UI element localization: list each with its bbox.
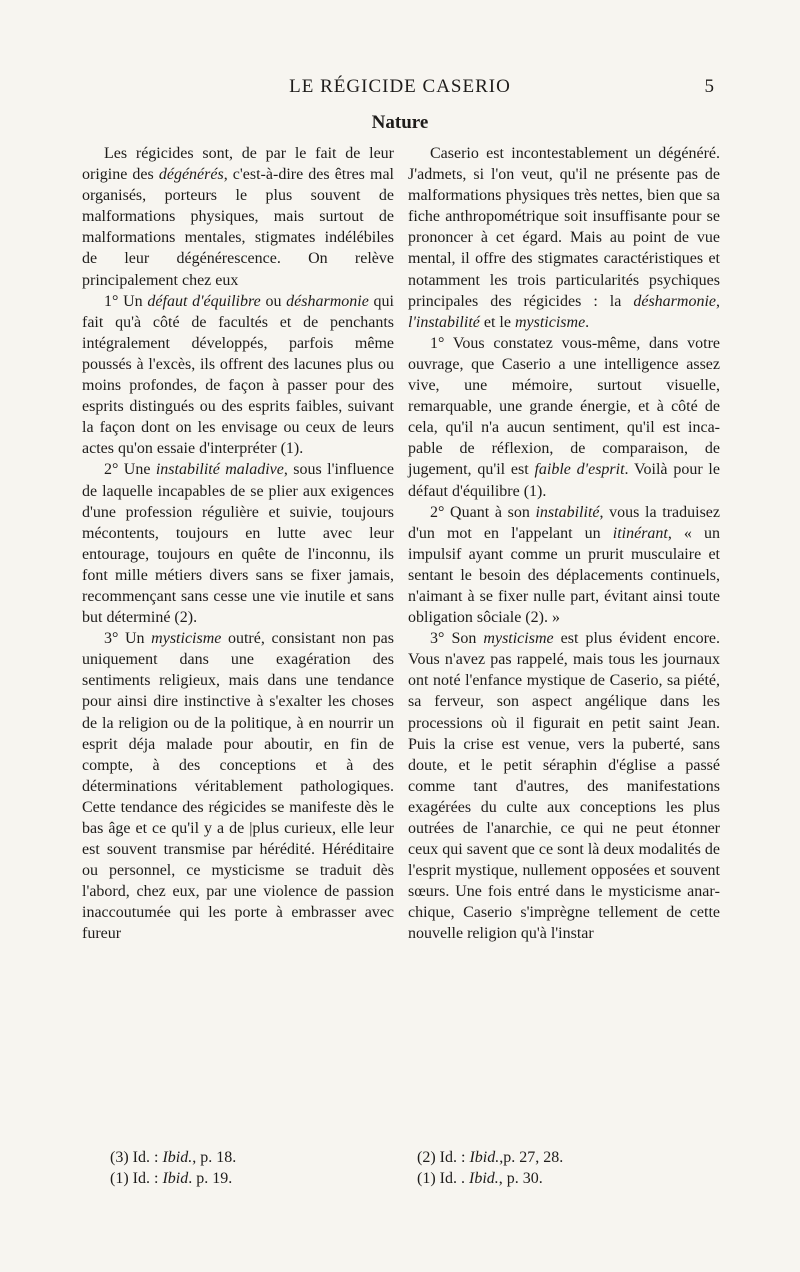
- page-number: 5: [704, 76, 714, 97]
- paragraph-instabilite: 2° Une instabilité maladive, sous l'influence de laquelle incapables de se plier aux exigences d'une profession régulière et suivie, toujours mécontents, toujours en lutte avec leur entourage, toujours en quête de l'inconnu, ils font mille métiers divers sans se fixer jamais, recommençant sans cesse une vie inutile et sans but déterminé (2).: [82, 461, 394, 627]
- paragraph-defaut-equilibre: 1° Un défaut d'équilibre ou désharmonie qui fait qu'à côté de facultés et de penchants intégralement développés, parfois même poussés à l'excès, ils offrent des lacunes plus ou moins profondes, de façon à passer pour des esprits distingués ou des esprits faibles, suivant la façon dont on les envisage ou ceux de leurs actes qu'on essaie d'interpréter (1).: [82, 292, 394, 458]
- paragraph-caserio-instabilite: 2° Quant à son instabilité, vous la traduisez d'un mot en l'appelant un itinérant, « un impulsif ayant comme un prurit musculaire et sentant le besoin des déplacements continuels, n'aimant à se fixer nulle part, évitant ainsi toute obligation sôciale (2). »: [408, 503, 720, 627]
- paragraph-caserio-equilibre: 1° Vous constatez vous-même, dans votre ouvrage, que Caserio a une intelligence assez vive, une mémoire, surtout visuelle, remarquable, une grande énergie, et à côté de cela, qu'il n'a aucun sentiment, qu'il est incapable de réflexion, de comparaison, de jugement, qu'il est faible d'esprit. Voilà pour le défaut d'équilibre (1).: [408, 334, 720, 500]
- paragraph-intro: Les régicides sont, de par le fait de leur origine des dégénérés, c'est-à-dire des êtres mal organisés, porteurs le plus souvent de malformations physiques, mais surtout de malformations mentales, stigmates indélébiles de leur dégénérescence. On relève principalement chez eux: [82, 145, 394, 289]
- footnote: (1) Id. : Ibid. p. 19.: [110, 1170, 233, 1187]
- paragraph-caserio-mysticisme: 3° Son mysticisme est plus évident encore. Vous n'avez pas rappelé, mais tous les journaux ont noté l'enfance mystique de Caserio, sa piété, sa ferveur, son aspect angélique dans les processions où il figurait en petit saint Jean. Puis la crise est venue, vers la puberté, sans doute, et le petit séraphin d'église a passé comme tant d'autres, des manifestations exagérées du culte aux conceptions les plus outrées de l'anarchie, ce qui ne peut étonner ceux qui savent que ce sont là deux modalités de l'esprit mystique, nullement opposées et souvent sœurs. Une fois entré dans le mysticisme anarchique, Caserio s'imprègne tellement de cette nouvelle religion qu'à l'instar: [408, 630, 720, 943]
- footnote: (2) Id. : Ibid.,p. 27, 28.: [417, 1149, 564, 1166]
- footnotes-right: [417, 1147, 729, 1189]
- section-title: Nature: [371, 112, 429, 133]
- paragraph-caserio-degenere: Caserio est incontestablement un dégénéré. J'admets, si l'on veut, qu'il ne présente pas de malformations physiques très nettes, bien que sa fiche anthropométrique soit insuffisante pour se prononcer à cet égard. Mais au point de vue mental, il offre des stigmates caractéristiques et notamment les trois particularités psychiques principales des régicides : la désharmonie, l'instabilité et le mysticisme.: [408, 145, 720, 331]
- paragraph-mysticisme: 3° Un mysticisme outré, consistant non pas uniquement dans une exagération des sentiments religieux, mais dans une tendance pour ainsi dire instinctive à s'exalter les choses de la religion ou de la politique, à en nourrir un esprit déja malade pour aboutir, en fin de compte, à des conceptions et à des déterminations véritablement pathologiques. Cette tendance des régicides se manifeste dès le bas âge et ce qu'il y a de |plus curieux, elle leur est souvent transmise par hérédité. Héréditaire ou personnel, ce mysticisme se traduit dès l'abord, chez eux, par une violence de passion inaccoutumée qui les porte à embrasser avec fureur: [82, 630, 394, 943]
- footnote: (1) Id. . Ibid., p. 30.: [417, 1170, 543, 1187]
- footnotes-left: [110, 1147, 422, 1189]
- left-column: [82, 143, 394, 945]
- right-column: [408, 143, 720, 945]
- footnote: (3) Id. : Ibid., p. 18.: [110, 1149, 237, 1166]
- running-header: [0, 76, 800, 100]
- running-title: LE RÉGICIDE CASERIO: [289, 76, 511, 97]
